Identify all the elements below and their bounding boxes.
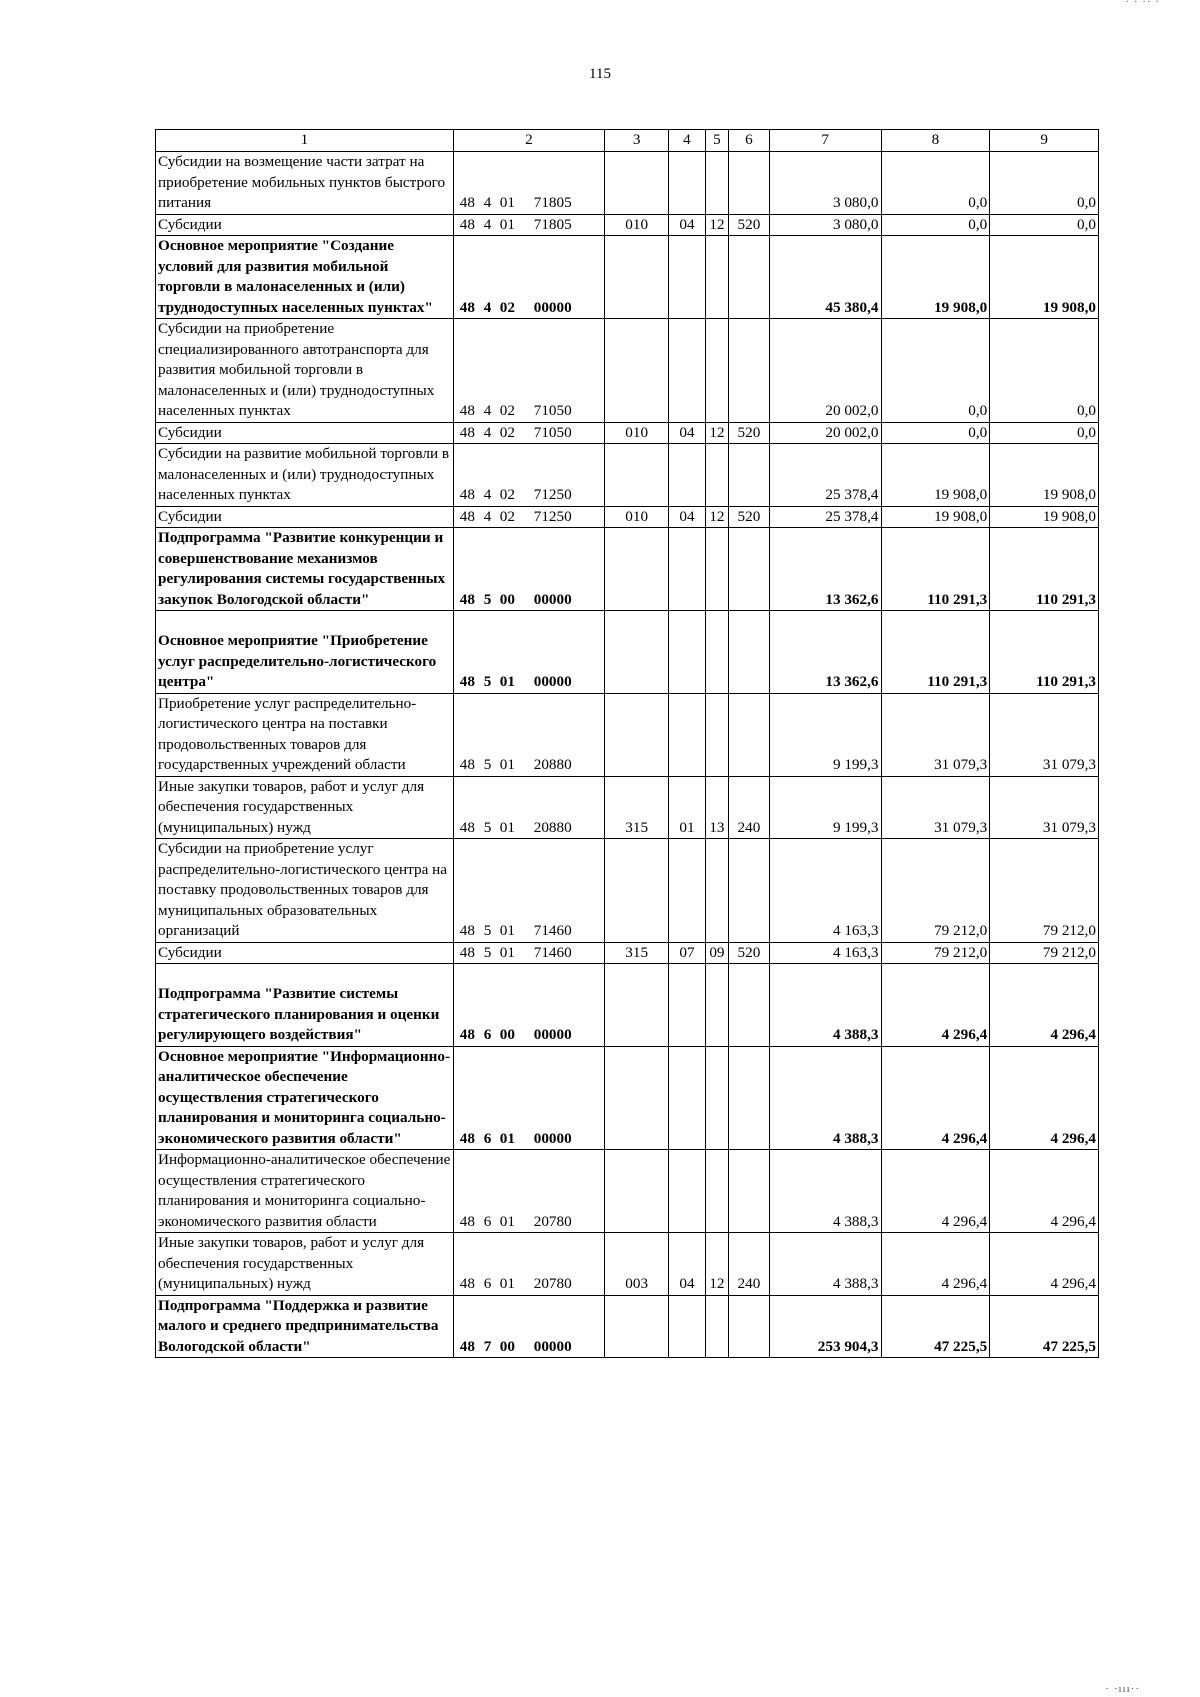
code-program: 48 <box>459 423 475 441</box>
col3-value <box>605 152 669 215</box>
col8-value: 0,0 <box>881 422 990 444</box>
code-subprogram: 4 <box>483 298 492 316</box>
col3-value <box>605 319 669 423</box>
row-name: Основное мероприятие "Информационно-аналитическое обеспечение осуществления стратегического планирования и мониторинга социально-экономического развития области" <box>156 1046 454 1150</box>
code-program: 48 <box>459 673 475 690</box>
table-row <box>156 693 1099 776</box>
col4-value: 07 <box>669 942 706 964</box>
code-subprogram: 5 <box>483 756 492 773</box>
code-cell <box>453 506 604 528</box>
header-col-3: 3 <box>605 130 669 152</box>
col7-value: 4 388,3 <box>769 964 881 1047</box>
col9-value: 0,0 <box>990 214 1099 236</box>
code-subprogram: 5 <box>483 943 492 961</box>
col7-value: 4 163,3 <box>769 942 881 964</box>
col8-value: 0,0 <box>881 152 990 215</box>
col9-value: 19 908,0 <box>990 236 1099 319</box>
table-row <box>156 528 1099 611</box>
code-subprogram: 5 <box>483 922 492 939</box>
col3-value: 003 <box>605 1233 669 1296</box>
col7-value: 13 362,6 <box>769 528 881 611</box>
table-row <box>156 1150 1099 1233</box>
row-name: Информационно-аналитическое обеспечение осуществления стратегического планирования и мониторинга социально-экономического развития области <box>156 1150 454 1233</box>
code-direction: 20880 <box>533 756 572 773</box>
col9-value: 79 212,0 <box>990 942 1099 964</box>
col8-value: 110 291,3 <box>881 528 990 611</box>
col5-value <box>705 236 728 319</box>
table-row <box>156 611 1099 694</box>
code-cell <box>453 319 604 423</box>
col7-value: 4 163,3 <box>769 839 881 943</box>
code-program: 48 <box>459 298 475 316</box>
col9-value: 31 079,3 <box>990 776 1099 839</box>
page-number: 115 <box>589 66 611 82</box>
code-subprogram: 5 <box>483 590 492 608</box>
header-col-8: 8 <box>881 130 990 152</box>
col8-value: 19 908,0 <box>881 236 990 319</box>
col9-value: 4 296,4 <box>990 1046 1099 1150</box>
row-name: Иные закупки товаров, работ и услуг для обеспечения государственных (муниципальных) нужд <box>156 776 454 839</box>
code-event: 01 <box>499 1129 515 1147</box>
code-event: 00 <box>499 590 515 608</box>
scan-edge-mark: · · ·· · <box>1125 0 1160 8</box>
col7-value: 3 080,0 <box>769 214 881 236</box>
code-program: 48 <box>459 486 475 503</box>
header-col-7: 7 <box>769 130 881 152</box>
code-direction: 00000 <box>533 1337 572 1355</box>
code-direction: 71050 <box>533 423 572 441</box>
col3-value <box>605 964 669 1047</box>
col4-value <box>669 611 706 694</box>
col9-value: 0,0 <box>990 422 1099 444</box>
col4-value <box>669 319 706 423</box>
col3-value: 010 <box>605 422 669 444</box>
col8-value: 4 296,4 <box>881 964 990 1047</box>
col5-value: 12 <box>705 1233 728 1296</box>
code-direction: 71805 <box>533 215 572 233</box>
col6-value <box>729 236 770 319</box>
code-event: 00 <box>499 1337 515 1355</box>
code-event: 01 <box>499 1275 515 1292</box>
row-name: Подпрограмма "Развитие системы стратегического планирования и оценки регулирующего воздействия" <box>156 964 454 1047</box>
col9-value: 0,0 <box>990 319 1099 423</box>
header-col-1: 1 <box>156 130 454 152</box>
col5-value <box>705 693 728 776</box>
scan-edge-mark-bottom: · ·ııı·· <box>1105 1683 1140 1695</box>
col4-value <box>669 1295 706 1358</box>
code-subprogram: 5 <box>483 673 492 690</box>
col4-value <box>669 152 706 215</box>
col6-value <box>729 1046 770 1150</box>
col9-value: 79 212,0 <box>990 839 1099 943</box>
table-row <box>156 422 1099 444</box>
code-subprogram: 4 <box>483 402 492 419</box>
row-name: Субсидии на приобретение услуг распределительно-логистического центра на поставку продовольственных товаров для муниципальных образовательных организаций <box>156 839 454 943</box>
code-direction: 71250 <box>533 486 572 503</box>
code-program: 48 <box>459 402 475 419</box>
col4-value <box>669 839 706 943</box>
code-event: 02 <box>499 298 515 316</box>
table-row <box>156 1046 1099 1150</box>
col5-value <box>705 611 728 694</box>
code-event: 01 <box>499 756 515 773</box>
col5-value <box>705 1046 728 1150</box>
row-name: Субсидии <box>156 214 454 236</box>
col3-value <box>605 528 669 611</box>
col6-value <box>729 528 770 611</box>
col8-value: 110 291,3 <box>881 611 990 694</box>
col6-value <box>729 444 770 507</box>
col7-value: 13 362,6 <box>769 611 881 694</box>
col9-value: 19 908,0 <box>990 506 1099 528</box>
row-name: Субсидии на приобретение специализированного автотранспорта для развития мобильной торговли в малонаселенных и (или) труднодоступных населенных пунктах <box>156 319 454 423</box>
table-row <box>156 444 1099 507</box>
code-direction: 00000 <box>533 1026 572 1043</box>
row-name: Основное мероприятие "Приобретение услуг распределительно-логистического центра" <box>156 611 454 694</box>
code-cell <box>453 1150 604 1233</box>
code-event: 02 <box>499 486 515 503</box>
row-name: Субсидии <box>156 942 454 964</box>
header-col-4: 4 <box>669 130 706 152</box>
code-cell <box>453 1295 604 1358</box>
code-program: 48 <box>459 1337 475 1355</box>
col8-value: 0,0 <box>881 214 990 236</box>
header-col-9: 9 <box>990 130 1099 152</box>
col8-value: 0,0 <box>881 319 990 423</box>
code-program: 48 <box>459 507 475 525</box>
col5-value <box>705 1150 728 1233</box>
col7-value: 9 199,3 <box>769 693 881 776</box>
col6-value <box>729 1295 770 1358</box>
code-subprogram: 7 <box>483 1337 492 1355</box>
code-program: 48 <box>459 590 475 608</box>
header-row <box>156 130 1099 152</box>
col3-value: 315 <box>605 776 669 839</box>
code-program: 48 <box>459 943 475 961</box>
col9-value: 4 296,4 <box>990 1233 1099 1296</box>
code-subprogram: 6 <box>483 1129 492 1147</box>
col5-value: 12 <box>705 506 728 528</box>
col9-value: 110 291,3 <box>990 528 1099 611</box>
code-event: 01 <box>499 922 515 939</box>
col3-value: 010 <box>605 506 669 528</box>
code-cell <box>453 214 604 236</box>
col4-value <box>669 1046 706 1150</box>
code-program: 48 <box>459 922 475 939</box>
code-event: 01 <box>499 943 515 961</box>
code-direction: 00000 <box>533 673 572 690</box>
col3-value <box>605 236 669 319</box>
code-program: 48 <box>459 1212 475 1230</box>
col4-value <box>669 693 706 776</box>
row-name: Субсидии на развитие мобильной торговли в малонаселенных и (или) труднодоступных населенных пунктах <box>156 444 454 507</box>
code-cell <box>453 611 604 694</box>
col8-value: 31 079,3 <box>881 693 990 776</box>
col4-value <box>669 1150 706 1233</box>
row-name: Иные закупки товаров, работ и услуг для обеспечения государственных (муниципальных) нужд <box>156 1233 454 1296</box>
code-direction: 71460 <box>533 922 572 939</box>
col5-value <box>705 528 728 611</box>
col8-value: 31 079,3 <box>881 776 990 839</box>
table-row <box>156 319 1099 423</box>
table-body <box>156 152 1099 1358</box>
code-subprogram: 5 <box>483 818 492 836</box>
col6-value: 520 <box>729 506 770 528</box>
col4-value: 04 <box>669 506 706 528</box>
col8-value: 79 212,0 <box>881 942 990 964</box>
code-subprogram: 6 <box>483 1275 492 1292</box>
col9-value: 19 908,0 <box>990 444 1099 507</box>
code-cell <box>453 152 604 215</box>
code-cell <box>453 528 604 611</box>
col7-value: 20 002,0 <box>769 422 881 444</box>
col4-value: 04 <box>669 422 706 444</box>
col7-value: 20 002,0 <box>769 319 881 423</box>
col9-value: 4 296,4 <box>990 964 1099 1047</box>
code-program: 48 <box>459 818 475 836</box>
col5-value <box>705 444 728 507</box>
col5-value <box>705 1295 728 1358</box>
col5-value <box>705 152 728 215</box>
code-subprogram: 6 <box>483 1026 492 1043</box>
code-event: 02 <box>499 423 515 441</box>
col9-value: 47 225,5 <box>990 1295 1099 1358</box>
col3-value <box>605 1046 669 1150</box>
table-row <box>156 236 1099 319</box>
code-direction: 00000 <box>533 298 572 316</box>
header-col-5: 5 <box>705 130 728 152</box>
col3-value: 315 <box>605 942 669 964</box>
col3-value <box>605 444 669 507</box>
row-name: Приобретение услуг распределительно-логистического центра на поставки продовольственных товаров для государственных учреждений области <box>156 693 454 776</box>
code-cell <box>453 1233 604 1296</box>
col4-value: 04 <box>669 1233 706 1296</box>
table-row <box>156 839 1099 943</box>
col6-value <box>729 964 770 1047</box>
col3-value <box>605 1295 669 1358</box>
code-cell <box>453 839 604 943</box>
row-name: Субсидии на возмещение части затрат на приобретение мобильных пунктов быстрого питания <box>156 152 454 215</box>
code-subprogram: 4 <box>483 194 492 211</box>
col7-value: 45 380,4 <box>769 236 881 319</box>
col7-value: 3 080,0 <box>769 152 881 215</box>
code-cell <box>453 942 604 964</box>
code-event: 01 <box>499 1212 515 1230</box>
col8-value: 4 296,4 <box>881 1150 990 1233</box>
col6-value: 240 <box>729 776 770 839</box>
col4-value <box>669 528 706 611</box>
code-subprogram: 4 <box>483 507 492 525</box>
col4-value <box>669 444 706 507</box>
row-name: Основное мероприятие "Создание условий для развития мобильной торговли в малонаселенных и (или) труднодоступных населенных пунктах" <box>156 236 454 319</box>
col3-value <box>605 693 669 776</box>
row-name: Субсидии <box>156 506 454 528</box>
row-name: Подпрограмма "Поддержка и развитие малого и среднего предпринимательства Вологодской области" <box>156 1295 454 1358</box>
code-event: 01 <box>499 215 515 233</box>
col7-value: 25 378,4 <box>769 444 881 507</box>
code-direction: 71250 <box>533 507 572 525</box>
col4-value: 04 <box>669 214 706 236</box>
col7-value: 4 388,3 <box>769 1233 881 1296</box>
table-row <box>156 506 1099 528</box>
col9-value: 110 291,3 <box>990 611 1099 694</box>
col6-value: 520 <box>729 422 770 444</box>
code-direction: 71805 <box>533 194 572 211</box>
col8-value: 47 225,5 <box>881 1295 990 1358</box>
row-name: Субсидии <box>156 422 454 444</box>
col6-value <box>729 1150 770 1233</box>
col6-value: 520 <box>729 214 770 236</box>
header-col-2: 2 <box>453 130 604 152</box>
col8-value: 4 296,4 <box>881 1046 990 1150</box>
col5-value <box>705 319 728 423</box>
code-cell <box>453 444 604 507</box>
col6-value: 240 <box>729 1233 770 1296</box>
col3-value <box>605 839 669 943</box>
code-event: 01 <box>499 818 515 836</box>
code-program: 48 <box>459 1129 475 1147</box>
row-name: Подпрограмма "Развитие конкуренции и совершенствование механизмов регулирования системы государственных закупок Вологодской области" <box>156 528 454 611</box>
col5-value: 13 <box>705 776 728 839</box>
table-row <box>156 964 1099 1047</box>
col6-value <box>729 693 770 776</box>
col5-value: 12 <box>705 214 728 236</box>
code-event: 01 <box>499 673 515 690</box>
code-subprogram: 4 <box>483 486 492 503</box>
table-row <box>156 776 1099 839</box>
code-event: 02 <box>499 402 515 419</box>
code-cell <box>453 964 604 1047</box>
code-program: 48 <box>459 1275 475 1292</box>
col4-value: 01 <box>669 776 706 839</box>
code-cell <box>453 776 604 839</box>
code-cell <box>453 236 604 319</box>
code-direction: 20780 <box>533 1275 572 1292</box>
col8-value: 4 296,4 <box>881 1233 990 1296</box>
col6-value: 520 <box>729 942 770 964</box>
col8-value: 19 908,0 <box>881 506 990 528</box>
col6-value <box>729 319 770 423</box>
col9-value: 0,0 <box>990 152 1099 215</box>
col7-value: 25 378,4 <box>769 506 881 528</box>
col5-value <box>705 964 728 1047</box>
table-row <box>156 1233 1099 1296</box>
code-cell <box>453 693 604 776</box>
code-direction: 20880 <box>533 818 572 836</box>
code-program: 48 <box>459 215 475 233</box>
table-row <box>156 1295 1099 1358</box>
code-subprogram: 4 <box>483 423 492 441</box>
table-row <box>156 152 1099 215</box>
col8-value: 79 212,0 <box>881 839 990 943</box>
col9-value: 31 079,3 <box>990 693 1099 776</box>
table-row <box>156 214 1099 236</box>
col4-value <box>669 964 706 1047</box>
code-direction: 00000 <box>533 1129 572 1147</box>
col6-value <box>729 839 770 943</box>
table-row <box>156 942 1099 964</box>
code-direction: 71050 <box>533 402 572 419</box>
col8-value: 19 908,0 <box>881 444 990 507</box>
col5-value: 09 <box>705 942 728 964</box>
header-col-6: 6 <box>729 130 770 152</box>
col5-value <box>705 839 728 943</box>
col7-value: 9 199,3 <box>769 776 881 839</box>
code-direction: 71460 <box>533 943 572 961</box>
col6-value <box>729 611 770 694</box>
col7-value: 4 388,3 <box>769 1150 881 1233</box>
col5-value: 12 <box>705 422 728 444</box>
code-event: 00 <box>499 1026 515 1043</box>
col6-value <box>729 152 770 215</box>
col4-value <box>669 236 706 319</box>
code-program: 48 <box>459 756 475 773</box>
budget-table <box>155 129 1099 1358</box>
code-direction: 20780 <box>533 1212 572 1230</box>
col7-value: 4 388,3 <box>769 1046 881 1150</box>
code-subprogram: 4 <box>483 215 492 233</box>
code-program: 48 <box>459 194 475 211</box>
col3-value <box>605 1150 669 1233</box>
code-event: 01 <box>499 194 515 211</box>
col7-value: 253 904,3 <box>769 1295 881 1358</box>
code-cell <box>453 1046 604 1150</box>
col3-value <box>605 611 669 694</box>
code-program: 48 <box>459 1026 475 1043</box>
col9-value: 4 296,4 <box>990 1150 1099 1233</box>
col3-value: 010 <box>605 214 669 236</box>
code-subprogram: 6 <box>483 1212 492 1230</box>
code-direction: 00000 <box>533 590 572 608</box>
code-event: 02 <box>499 507 515 525</box>
code-cell <box>453 422 604 444</box>
